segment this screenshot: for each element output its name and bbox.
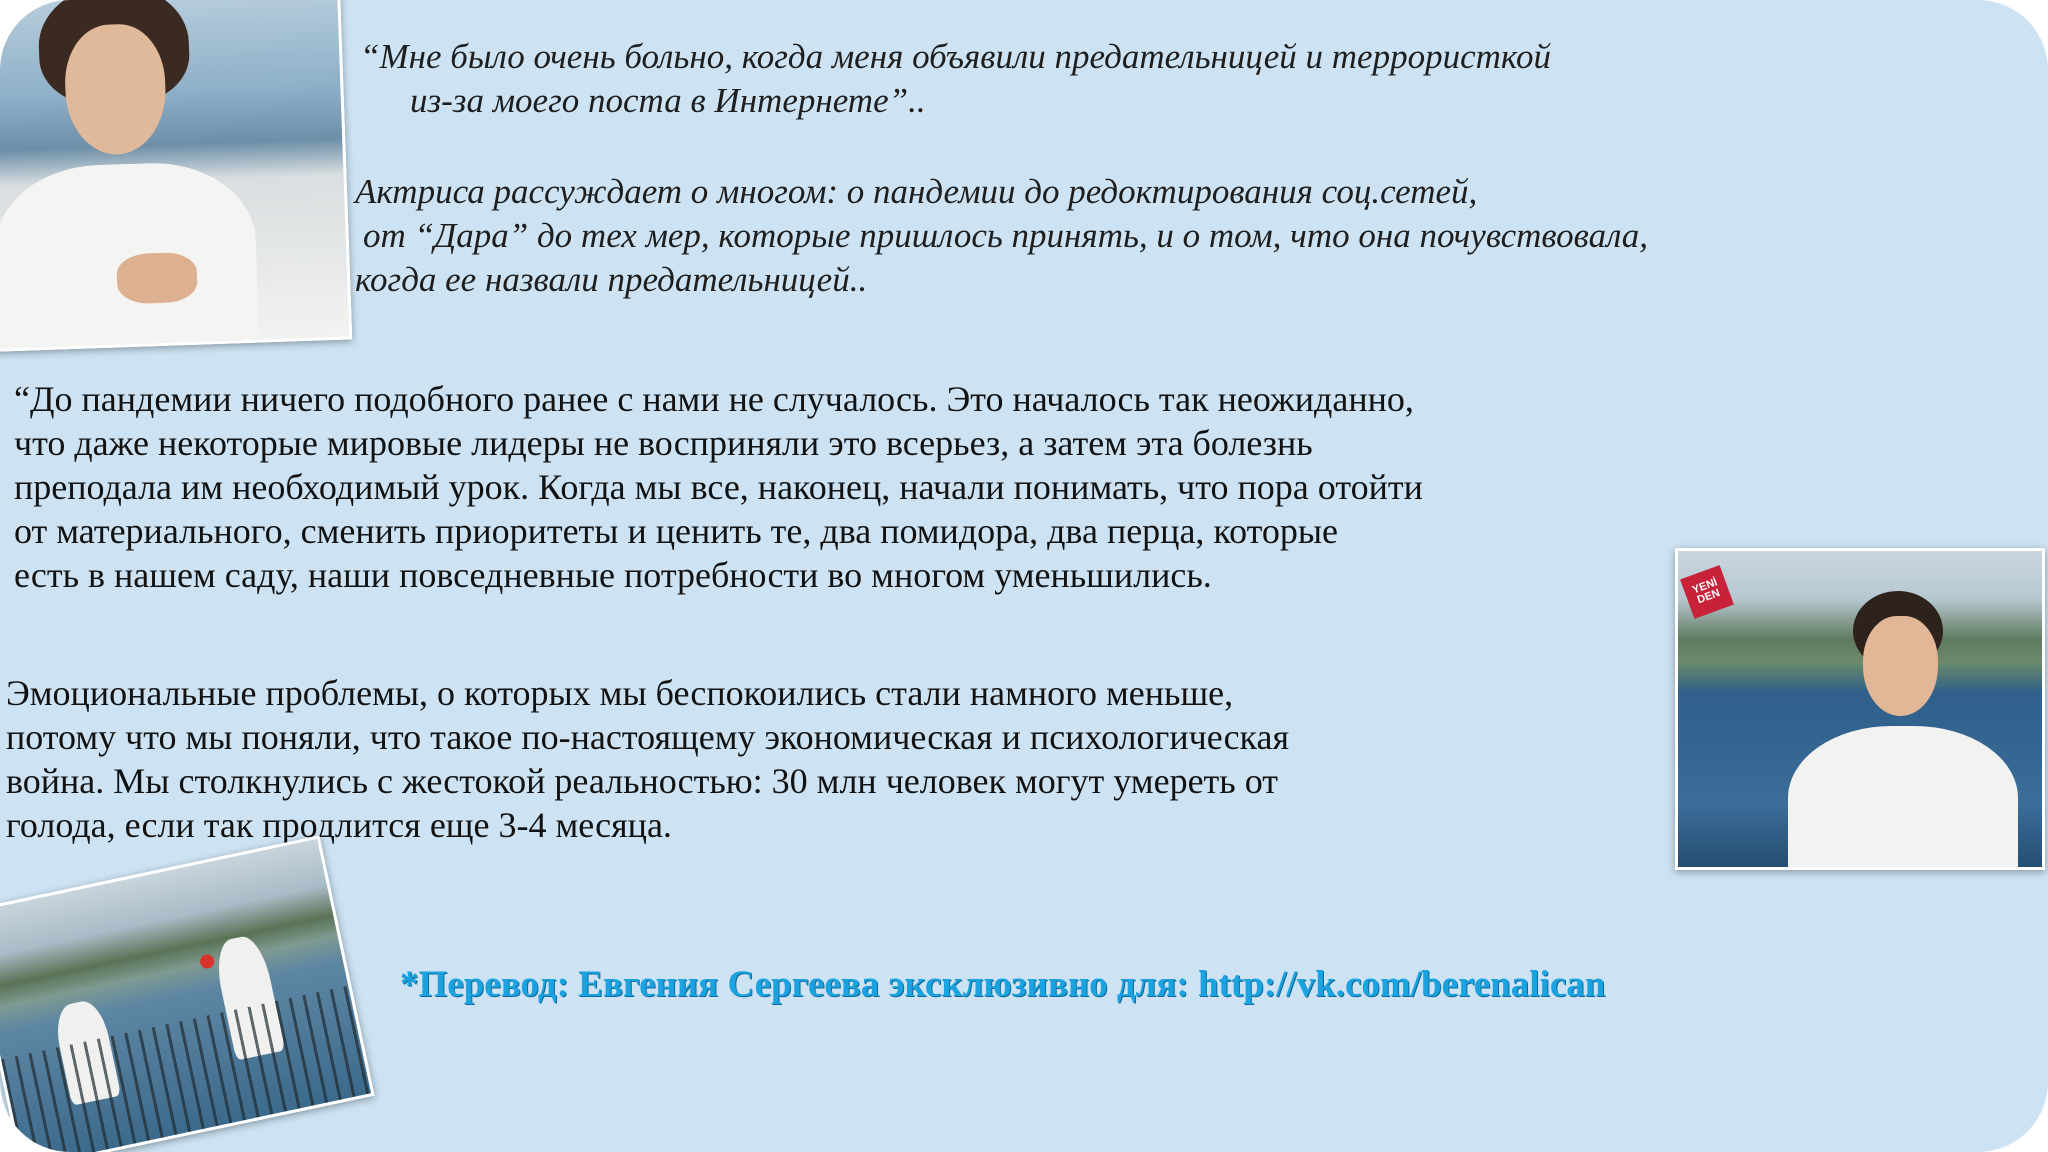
quote-line-1: “Мне было очень больно, когда меня объявили предательницей и террористкой: [360, 37, 1551, 76]
actress-interview-photo: [1675, 548, 2045, 870]
headline-quote: [360, 35, 1551, 123]
paragraph-2: [6, 671, 1289, 847]
intro-text: [355, 170, 1648, 302]
paragraph-2-line: потому что мы поняли, что такое по-настоящему экономическая и психологическая: [6, 717, 1290, 757]
paragraph-2-line: голода, если так продлится еще 3-4 месяца.: [6, 805, 672, 845]
yeniden-logo: YENİ DEN: [1680, 565, 1734, 619]
intro-line-2: от “Дара” до тех мер, которые пришлось принять, и о том, что она почувствовала,: [363, 216, 1649, 255]
intro-line-3: когда ее назвали предательницей..: [355, 260, 868, 299]
paragraph-1-line: что даже некоторые мировые лидеры не восприняли это всерьез, а затем эта болезнь: [14, 423, 1313, 463]
quote-line-2: из-за моего поста в Интернете”..: [410, 81, 926, 120]
paragraph-1: [14, 377, 1423, 597]
paragraph-1-line: преподала им необходимый урок. Когда мы все, наконец, начали понимать, что пора отойти: [14, 467, 1423, 507]
paragraph-1-line: “До пандемии ничего подобного ранее с нами не случалось. Это началось так неожиданно,: [14, 379, 1414, 419]
paragraph-1-line: от материального, сменить приоритеты и ценить те, два помидора, два перца, которые: [14, 511, 1339, 551]
paragraph-2-line: Эмоциональные проблемы, о которых мы беспокоились стали намного меньше,: [6, 673, 1234, 713]
paragraph-2-line: война. Мы столкнулись с жестокой реальностью: 30 млн человек могут умереть от: [6, 761, 1278, 801]
terrace-interview-photo: [0, 835, 375, 1152]
translation-credit-link[interactable]: *Перевод: Евгения Сергеева эксклюзивно для: http://vk.com/berenalican: [400, 964, 1606, 1005]
actress-portrait-photo: [0, 0, 352, 352]
intro-line-1: Актриса рассуждает о многом: о пандемии до редоктирования соц.сетей,: [355, 172, 1478, 211]
paragraph-1-line: есть в нашем саду, наши повседневные потребности во многом уменьшились.: [14, 555, 1212, 595]
